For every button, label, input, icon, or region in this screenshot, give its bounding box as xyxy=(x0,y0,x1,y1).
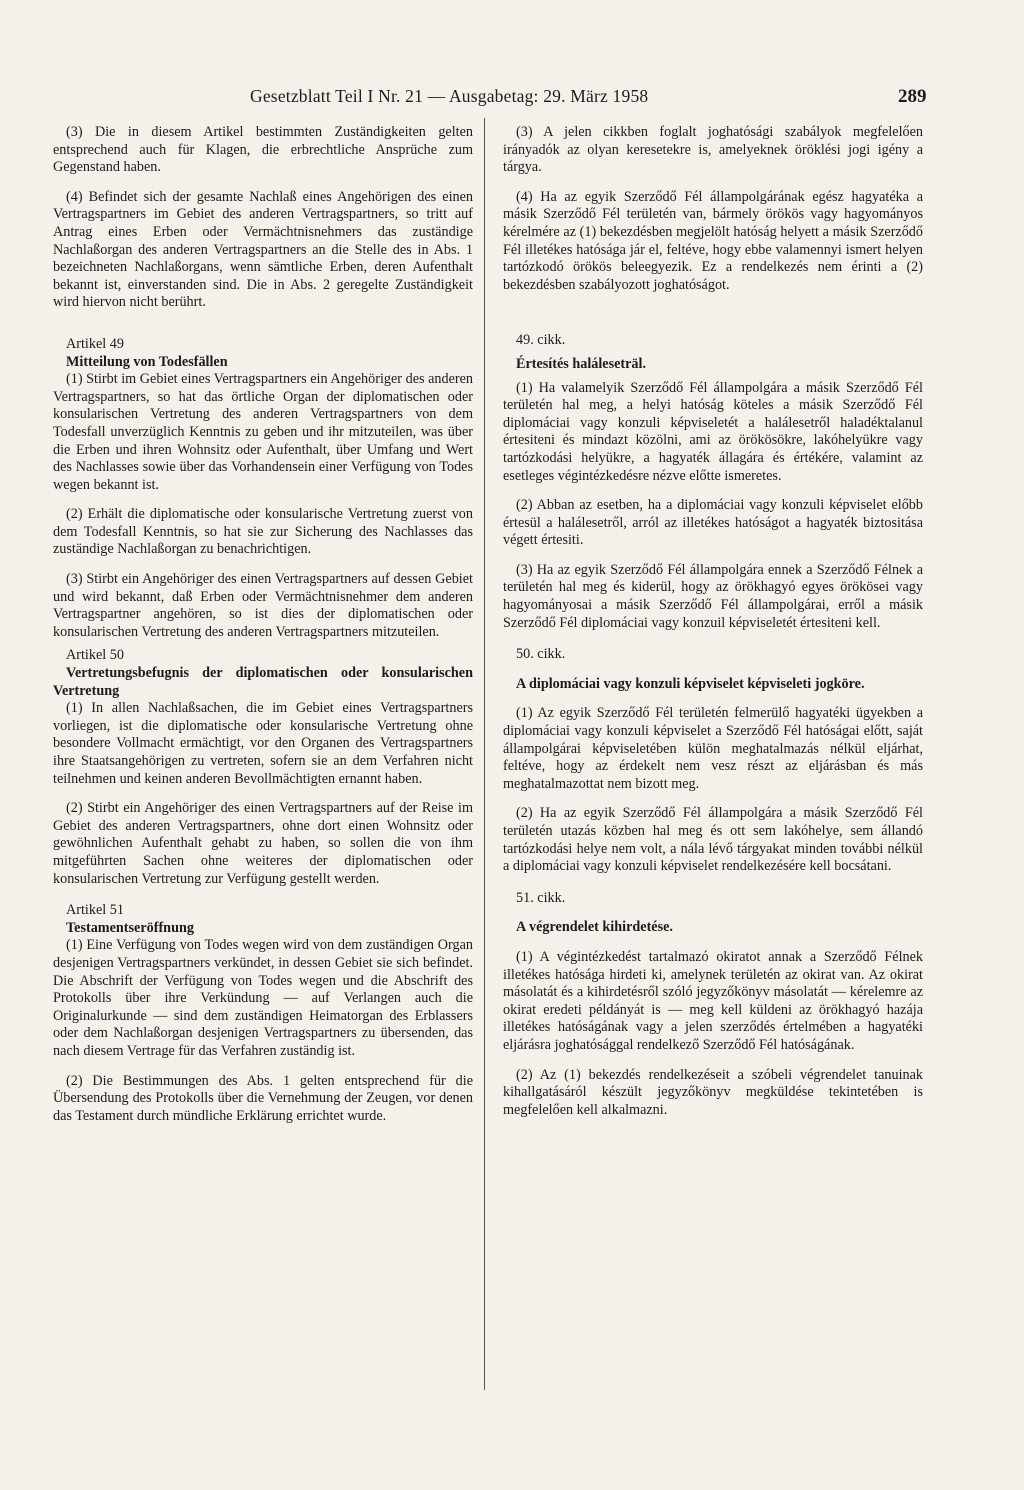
de-art50-paragraph-1: (1) In allen Nachlaßsachen, die im Gebiet eines Vertragspartners vorliegen, ist die diplomatische oder konsularische Vertretung ohne besondere Vollmacht ermächtigt, vor den Organen des Vertragspartners ihre Staatsangehörigen zu vertreten, sofern sie an dem Verfahren nicht teilnehmen und keinen anderen Bevollmächtigten ernannt haben. xyxy=(53,700,473,787)
hu-article-50-number: 50. cikk. xyxy=(516,646,566,663)
page-header xyxy=(0,86,1024,116)
de-art50-paragraph-2: (2) Stirbt ein Angehöriger des einen Vertragspartners auf der Reise im Gebiet des anderen Vertragspartners, ohne dort einen Wohnsitz oder gewöhnlichen Aufenthalt gehabt zu haben, so sollen die von ihm mitgeführten Sachen ohne weiteres der diplomatischen oder konsularischen Vertretung zur Verfügung gestellt werden. xyxy=(53,800,473,887)
hu-article-50-title: A diplomáciai vagy konzuli képviselet képviseleti jogköre. xyxy=(516,675,865,692)
de-art48-paragraph-4: (4) Befindet sich der gesamte Nachlaß eines Angehörigen des einen Vertragspartners im Gebiet des anderen Vertragspartners, so tritt auf Antrag eines Erben oder Vermächtnisnehmers das zuständige Nachlaßorgan des anderen Vertragspartners an die Stelle des in Abs. 1 bezeichneten Nachlaßorgans, wenn sämtliche Erben, deren Aufenthalt bekannt ist, einverstanden sind. Die in Abs. 2 geregelte Zuständigkeit wird hiervon nicht berührt. xyxy=(53,188,473,311)
hu-art50-paragraph-2: (2) Ha az egyik Szerződő Fél állampolgára a másik Szerződő Fél területén utazás közben hal meg és ott sem lakóhelye, sem állandó tartózkodási helye nem volt, a nála lévő tárgyakat minden további nélkül a diplomáciai vagy konzuli képviselet rendelkezésére kell bocsátani. xyxy=(503,805,923,875)
de-art49-paragraph-1: (1) Stirbt im Gebiet eines Vertragspartners ein Angehöriger des anderen Vertragspartners, so hat das örtliche Organ der diplomatischen oder konsularischen Vertretung des anderen Vertragspartners von dem Todesfall unverzüglich Kenntnis zu geben und ihr mitzuteilen, was über die Erben und ihren Wohnsitz oder Aufenthalt, über Umfang und Wert des Nachlasses sowie über das Vorhandensein einer Verfügung von Todes wegen bekannt ist. xyxy=(53,371,473,493)
hu-art51-paragraph-1: (1) A végintézkedést tartalmazó okiratot annak a Szerződő Félnek illetékes hatósága hirdeti ki, amelynek területén az okirat van. Az okirat másolatát és a kihirdetésről szóló jegyzőkönyv másolatát — kérelemre az okirat eredeti példányát is — meg kell küldeni az örökhagyó hazája illetékes hatóságának vagy a jelen szerződés értelmében a hagyatéki eljárásra joghatósággal rendelkező Szerződő Fél hatóságának. xyxy=(503,948,923,1053)
hu-art49-paragraph-1: (1) Ha valamelyik Szerződő Fél állampolgára a másik Szerződő Fél területén hal meg, a helyi hatóság köteles a másik Szerződő Fél diplomáciai vagy konzuli képviseletét a halálesetről haladéktalanul értesiteni és mindazt közölni, ami az örökösökre, lakóhelyükre vagy tartózkodási helyükre, a hagyaték állagára és értékére, valamint az esetleges végintézkedésre nézve előtte ismeretes. xyxy=(503,379,923,484)
hu-article-51-number: 51. cikk. xyxy=(516,889,566,906)
hu-art50-paragraph-1: (1) Az egyik Szerződő Fél területén felmerülő hagyatéki ügyekben a diplomáciai vagy konzuli képviselet a Szerződő Fél hatóságai előtt, saját állampolgárai képviseletében külön meghatalmazás nélkül eljárhat, feltéve, hogy az érdekelt nem vesz részt az eljárásban és más meghatalmazottat nem bizott meg. xyxy=(503,705,923,792)
hu-article-49-number: 49. cikk. xyxy=(516,332,566,349)
hu-art49-paragraph-3: (3) Ha az egyik Szerződő Fél állampolgára ennek a Szerződő Félnek a területén hal meg és kiderül, hogy az örökhagyó egyes örökösei vagy hagyományosai a másik Szerződő Fél állampolgárai, erről a másik Szerződő Fél diplomáciai vagy konzuil képviseletét értesiteni kell. xyxy=(503,561,923,631)
column-divider xyxy=(484,118,485,1390)
de-art48-paragraph-3: (3) Die in diesem Artikel bestimmten Zuständigkeiten gelten entsprechend auch für Klagen, die erbrechtliche Ansprüche zum Gegenstand haben. xyxy=(53,124,473,176)
de-art49-paragraph-2: (2) Erhält die diplomatische oder konsularische Vertretung zuerst von dem Todesfall Kenntnis, so hat sie zur Sicherung des Nachlasses das zuständige Nachlaßorgan zu benachrichtigen. xyxy=(53,506,473,558)
de-art51-paragraph-1: (1) Eine Verfügung von Todes wegen wird von dem zuständigen Organ desjenigen Vertragspartners verkündet, in dessen Gebiet sie sich befindet. Die Abschrift der Verfügung von Todes wegen und die Abschrift des Protokolls über ihre Verkündung — auf Verlangen auch die Originalurkunde — sind dem zuständigen Heimatorgan des Erblassers oder dem Nachlaßorgan desjenigen Vertragspartners zu übersenden, das nach diesem Vertrage für das Verfahren zuständig ist. xyxy=(53,937,473,1059)
de-art49-paragraph-3: (3) Stirbt ein Angehöriger des einen Vertragspartners auf dessen Gebiet und wird bekannt, daß Erben oder Vermächtnisnehmer dem anderen Vertragspartner angehören, so ist dies der diplomatischen oder konsularischen Vertretung des anderen Vertragspartners mitzuteilen. xyxy=(53,571,473,640)
hu-art49-paragraph-2: (2) Abban az esetben, ha a diplomáciai vagy konzuli képviselet előbb értesül a halálesetről, arról az illetékes hatóságot a hagyaték biztositása végett értesiti. xyxy=(503,497,923,549)
de-article-49-number: Artikel 49 xyxy=(66,335,124,352)
de-article-51-number: Artikel 51 xyxy=(66,902,124,919)
page-number: 289 xyxy=(898,86,927,107)
header-title: Gesetzblatt Teil I Nr. 21 — Ausgabetag: 29. März 1958 xyxy=(250,86,649,106)
de-art51-paragraph-2: (2) Die Bestimmungen des Abs. 1 gelten entsprechend für die Übersendung des Protokolls über die Vernehmung der Zeugen, vor denen das Testament durch mündliche Erklärung errichtet wurde. xyxy=(53,1072,473,1124)
de-article-50-title: Vertretungsbefugnis der diplomatischen oder konsularischen Vertretung xyxy=(53,665,473,699)
hu-article-49-title: Értesítés haláleseträl. xyxy=(516,355,647,372)
de-article-50-number: Artikel 50 xyxy=(66,647,124,664)
hu-art51-paragraph-2: (2) Az (1) bekezdés rendelkezéseit a szóbeli végrendelet tanuinak kihallgatásáról készült jegyzőkönyv megküldése tekintetében is megfelelően kell alkalmazni. xyxy=(503,1066,923,1118)
hungarian-column xyxy=(503,124,923,1119)
de-article-51-title: Testamentseröffnung xyxy=(66,919,194,936)
hu-art48-paragraph-3: (3) A jelen cikkben foglalt joghatósági szabályok megfelelően irányadók az olyan keresetekre is, amelyeknek öröklési jogi igény a tárgya. xyxy=(503,124,923,176)
hu-art48-paragraph-4: (4) Ha az egyik Szerződő Fél állampolgárának egész hagyatéka a másik Szerződő Fél területén van, bármely örökös vagy hagyományos kérelmére az (1) bekezdésben megjelölt hatóság helyett a másik Szerződő Fél illetékes hatósága jár el, feltéve, hogy ebbe valamennyi ismert helyen tartózkodó örökös beleegyezik. Ez a rendelkezés nem érinti a (2) bekezdésben szabályozott joghatóságot. xyxy=(503,188,923,293)
de-article-49-title: Mitteilung von Todesfällen xyxy=(66,353,228,370)
german-column xyxy=(53,124,473,1125)
hu-article-51-title: A végrendelet kihirdetése. xyxy=(516,919,673,936)
